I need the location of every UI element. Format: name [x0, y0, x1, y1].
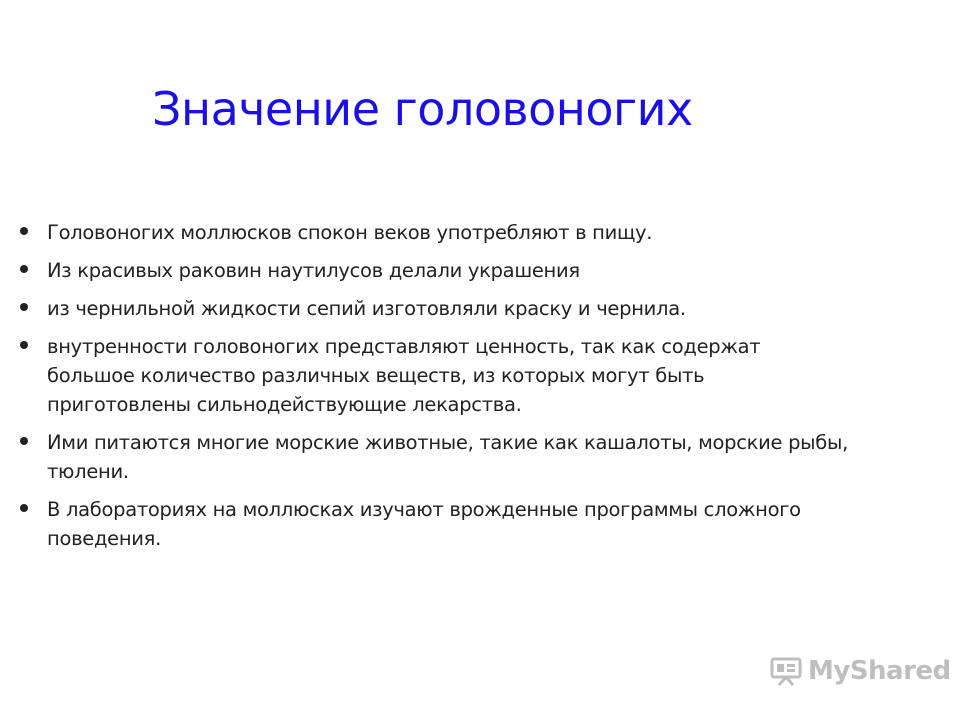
bullet-list [0, 218, 960, 562]
bullet-dot-icon [20, 265, 28, 273]
bullet-item [0, 294, 960, 323]
bullet-text: внутренности головоногих представляют ценность, так как содержат большое количество различных веществ, из которых могут быть приготовлены сильнодействующие лекарства. [47, 335, 761, 416]
bullet-dot-icon [20, 227, 28, 235]
bullet-item [0, 495, 960, 553]
bullet-text: Из красивых раковин наутилусов делали украшения [47, 259, 580, 282]
watermark-text: MyShared [808, 656, 951, 686]
projector-board-icon [770, 656, 802, 686]
bullet-dot-icon [20, 341, 28, 349]
bullet-text: Ими питаются многие морские животные, такие как кашалоты, морские рыбы, тюлени. [47, 431, 848, 483]
bullet-text: Головоногих моллюсков спокон веков употребляют в пищу. [47, 221, 653, 244]
bullet-item [0, 256, 960, 285]
bullet-dot-icon [20, 504, 28, 512]
bullet-item [0, 332, 960, 419]
bullet-dot-icon [20, 437, 28, 445]
watermark [770, 656, 951, 686]
bullet-item [0, 218, 960, 247]
slide-title: Значение головоногих [152, 82, 693, 136]
bullet-dot-icon [20, 303, 28, 311]
bullet-item [0, 428, 960, 486]
bullet-text: из чернильной жидкости сепий изготовляли краску и чернила. [47, 297, 686, 320]
bullet-text: В лабораториях на моллюсках изучают врожденные программы сложного поведения. [47, 498, 801, 550]
